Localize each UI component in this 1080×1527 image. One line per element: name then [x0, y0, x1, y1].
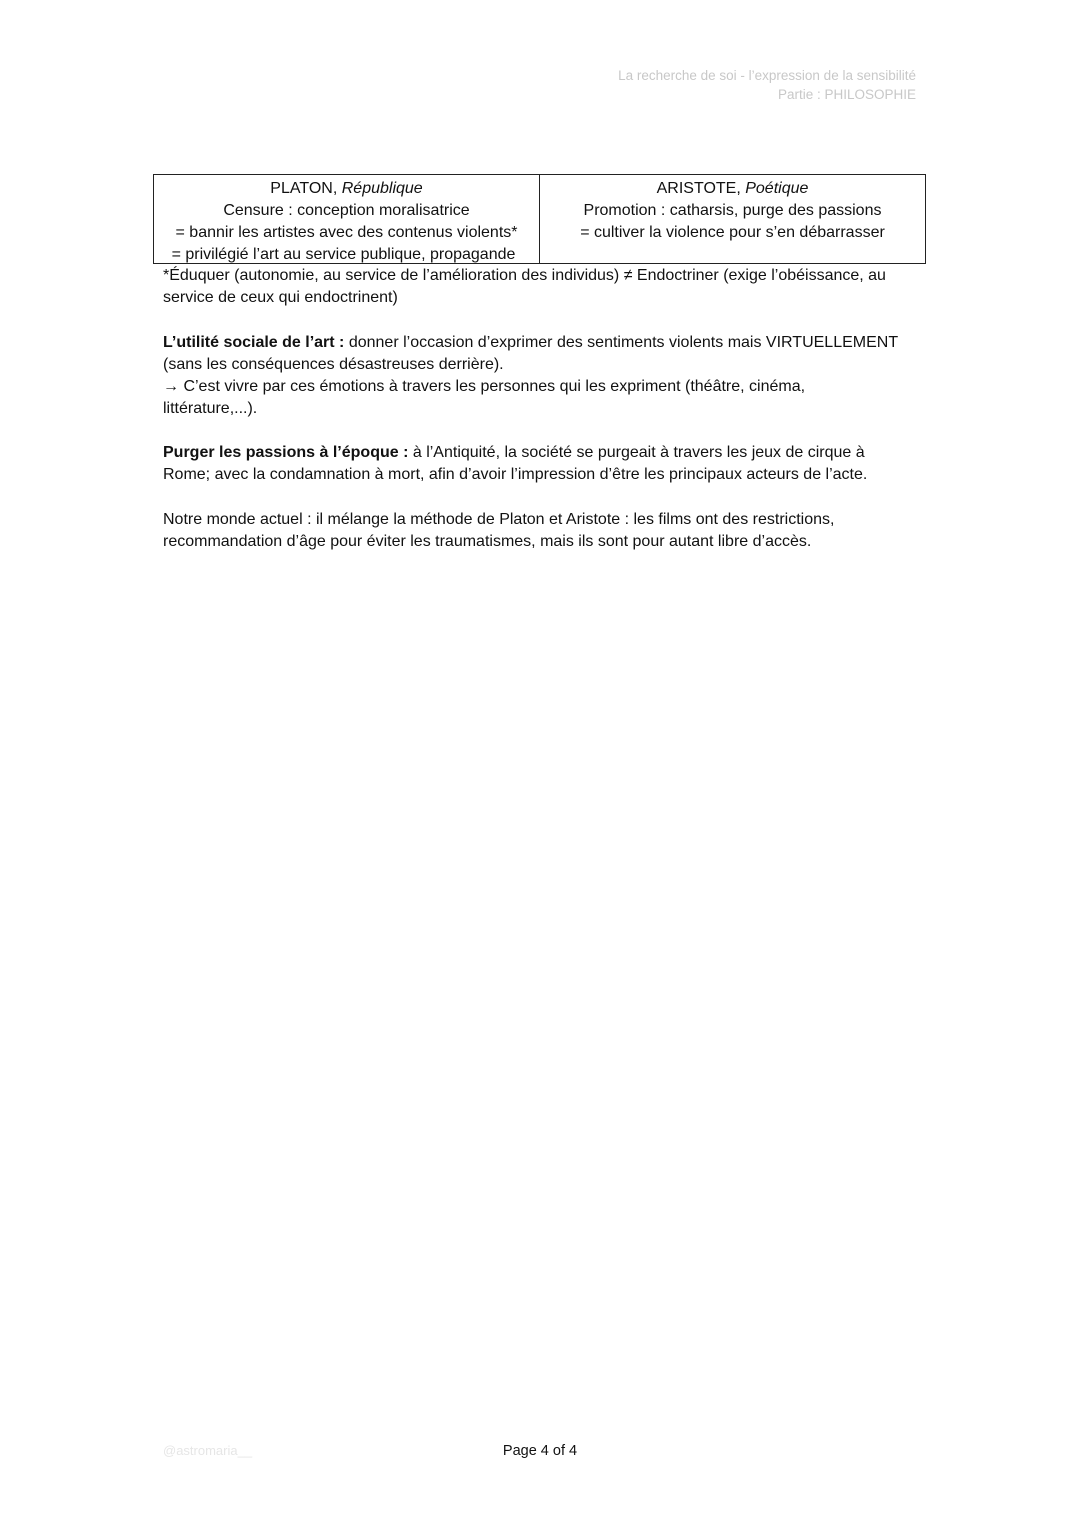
utilite-text: donner l’occasion d’exprimer des sentiments violents mais VIRTUELLEMENT — [344, 334, 899, 351]
page-number: Page 4 of 4 — [502, 1443, 578, 1459]
utilite-paragraph — [163, 332, 933, 420]
platon-column — [154, 175, 540, 263]
comparison-table — [153, 174, 926, 264]
platon-author: PLATON, — [270, 180, 342, 197]
purger-label: Purger les passions à l’époque : — [163, 444, 409, 461]
purger-text: à l’Antiquité, la société se purgeait à travers les jeux de cirque à — [408, 444, 865, 461]
aristote-author: ARISTOTE, — [656, 180, 746, 197]
aristote-line-2: = cultiver la violence pour s’en débarrasser — [580, 224, 885, 241]
utilite-label: L’utilité sociale de l’art : — [163, 334, 345, 351]
monde-line-2: recommandation d’âge pour éviter les traumatismes, mais ils sont pour autant libre d’accès. — [163, 533, 812, 550]
footnote-line-1: *Éduquer (autonomie, au service de l’amélioration des individus) ≠ Endoctriner (exige l’obéissance, au — [163, 267, 886, 284]
aristote-heading — [540, 178, 925, 200]
platon-line-1: Censure : conception moralisatrice — [223, 202, 470, 219]
aristote-line-1: Promotion : catharsis, purge des passions — [583, 202, 882, 219]
footnote — [163, 265, 933, 309]
platon-line-2: = bannir les artistes avec des contenus violents* — [175, 224, 518, 241]
aristote-column — [540, 175, 925, 263]
platon-work: République — [341, 180, 423, 197]
header-title: La recherche de soi - l’expression de la sensibilité — [618, 68, 916, 83]
monde-paragraph — [163, 509, 933, 553]
utilite-line-3: → C’est vivre par ces émotions à travers les personnes qui les expriment (théâtre, cinéma, — [163, 378, 806, 395]
monde-line-1: Notre monde actuel : il mélange la méthode de Platon et Aristote : les films ont des restrictions, — [163, 511, 835, 528]
aristote-work: Poétique — [745, 180, 809, 197]
platon-line-3: = privilégié l’art au service publique, propagande — [171, 246, 516, 263]
page-header — [618, 66, 916, 104]
header-part: Partie : PHILOSOPHIE — [777, 87, 916, 102]
watermark: @astromaria__ — [163, 1443, 253, 1458]
footnote-line-2: service de ceux qui endoctrinent) — [163, 289, 398, 306]
platon-heading — [154, 178, 539, 200]
purger-line-2: Rome; avec la condamnation à mort, afin d’avoir l’impression d’être les principaux acteurs de l’acte. — [163, 466, 868, 483]
purger-line-1 — [163, 442, 933, 464]
purger-paragraph — [163, 442, 933, 486]
utilite-line-2: (sans les conséquences désastreuses derrière). — [163, 356, 504, 373]
utilite-line-1 — [163, 332, 933, 354]
utilite-line-4: littérature,...). — [163, 400, 258, 417]
